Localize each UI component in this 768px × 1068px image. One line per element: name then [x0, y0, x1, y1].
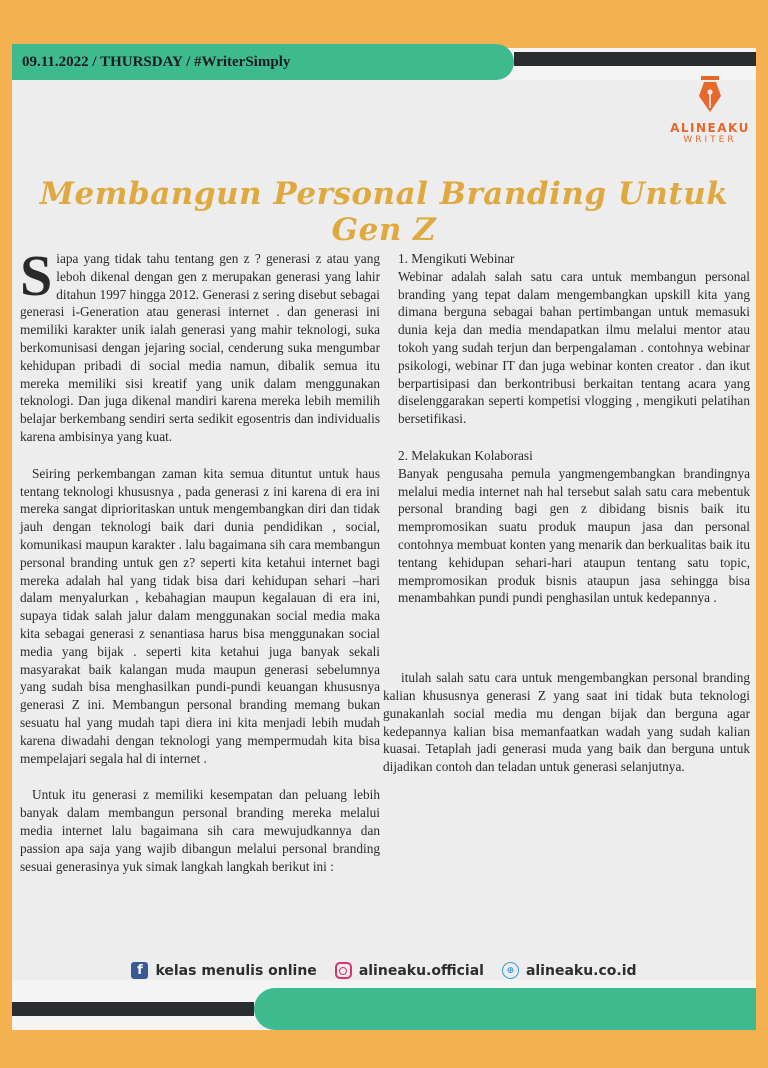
paragraph-3: Untuk itu generasi z memiliki kesempatan dan peluang lebih banyak dalam membangun personal branding mereka melalui media internet lalu bagaimana sih cara mewujudkannya dan passion apa saja yang wajib dibangun melalui personal branding sesuai generasinya yuk simak langkah langkah berikut ini : — [20, 787, 380, 874]
facebook-link[interactable] — [131, 962, 316, 979]
alineaku-logo — [664, 74, 756, 145]
right-frame — [756, 0, 768, 1068]
instagram-link[interactable] — [335, 962, 484, 979]
step-1-body: Webinar adalah salah satu cara untuk membangun personal branding yang tepat dalam mengembangkan upskill kita yang dimana berguna sebagai bahan pertimbangan untuk memasuki dunia keja dan media mendapatkan ilmu melalui mentor atau tokoh yang sudah terjun dan berpengalaman . contohnya webinar psikologi, webinar IT dan juga webinar konten creator . dan ikut berpartisipasi dan berkontribusi berkaitan tentang acara yang diselenggarakan seperti kompetisi vlogging , mengikuti pelatihan bersetifikasi. — [398, 268, 750, 427]
drop-cap: S — [20, 243, 53, 308]
article-title: Membangun Personal Branding Untuk Gen Z — [39, 176, 729, 248]
top-dark-stripe — [514, 52, 756, 66]
step-1-title: 1. Mengikuti Webinar — [398, 251, 515, 266]
step-2-title: 2. Melakukan Kolaborasi — [398, 447, 533, 463]
top-frame — [0, 0, 768, 12]
bottom-green-band — [254, 988, 756, 1030]
website-label: alineaku.co.id — [525, 962, 637, 979]
bottom-dark-stripe — [12, 1002, 254, 1016]
logo-subtitle: WRITER — [683, 135, 737, 145]
paragraph-2: Seiring perkembangan zaman kita semua dituntut untuk haus tentang teknologi khususnya , pada generasi z ini karena di era ini mereka sangat diprioritaskan untuk mengembangkan diri dan tidak jauh dengan teknologi baik dari dunia pendidikan , social, komunikasi maupun karakter . lalu bagaimana sih cara membangun personal branding untuk gen z? seperti kita ketahui internet bagi mereka adalah hal yang tidak bisa dari kehidupan sehari –hari dalam menyalurkan , kebahagian maupun kegalauan di era ini, supaya tidak salah jalur dalam menggunakan social media maka kita sebagai generasi z senantiasa harus bisa menggunakan social media yang bijak . seperti kita ketahui juga banyak sekali masyarakat baik kalangan muda maupun generasi sebelumnya yang sudah bisa menghasilkan pundi-pundi keuangan khususnya generasi Z ini. Membangun personal branding memang bukan sesuatu hal yang mudah tapi diera ini kita menjadi lebih mudah karena diwadahi dengan teknologi yang mempermudah kita bisa mempelajari segala hal di internet . — [20, 465, 380, 766]
closing-paragraph: itulah salah satu cara untuk mengembangkan personal branding kalian khususnya generasi Z yang saat ini tidak buta teknologi gunakanlah social media mu dengan bijak dan berguna agar kedepannya kalian bisa memanfaatkan wadah yang sudah kalian kuasai. Tetaplah jadi generasi muda yang baik dan berguna untuk dijadikan contoh dan teladan untuk generasi selanjutnya. — [383, 670, 750, 775]
fountain-pen-nib-icon — [695, 74, 725, 114]
step-2-body: Banyak pengusaha pemula yangmengembangkan brandingnya melalui media internet nah hal tersebut salah satu cara mebentuk personal branding bagi gen z dibidang bisnis baik itu mempromosikan suatu produk maupun jasa dan personal contohnya membuat konten yang menarik dan berkualitas baik itu tentang kehidupan sehari-hari ataupun tentang satu topic, mempromosikan produk bisnis ataupun jasa sehingga bisa menambahkan pundi pundi penghasilan untuk kedepannya . — [398, 465, 750, 606]
website-link[interactable] — [502, 962, 637, 979]
left-frame — [0, 0, 12, 1068]
instagram-label: alineaku.official — [358, 962, 484, 979]
intro-paragraph — [20, 243, 380, 446]
date-banner — [12, 44, 514, 80]
facebook-icon: f — [131, 962, 148, 979]
bottom-orange-band — [0, 1030, 768, 1068]
top-orange-band — [12, 12, 756, 48]
left-column — [20, 243, 380, 875]
date-line: 09.11.2022 / THURSDAY / #WriterSimply — [22, 53, 291, 70]
instagram-icon — [335, 962, 352, 979]
globe-icon: ⊕ — [502, 962, 519, 979]
logo-name: ALINEAKU — [670, 121, 750, 135]
facebook-label: kelas menulis online — [155, 962, 317, 979]
right-column — [398, 250, 750, 607]
social-footer — [12, 962, 756, 979]
intro-text: iapa yang tidak tahu tentang gen z ? generasi z atau yang leboh dikenal dengan gen z merupakan generasi yang lahir ditahun 1997 hingga 2012. Generasi z sering disebut sebagai generasi i-Generation atau generasi internet . dan generasi ini memiliki karakter unik ialah generasi yang mahir teknologi, suka berkomunisasi dengan jejaring social, cenderung suka mengumbar kehidupan pribadi di social media namun, dibalik semua itu mereka memiliki sisi kreatif yang unik dalam menggunakan teknologi. Dan juga dikenal mandiri karena mereka lebih memilih belajar berkembang sendiri serta sedikit egosentris dan individualis karena ambisinya yang kuat. — [20, 251, 380, 444]
